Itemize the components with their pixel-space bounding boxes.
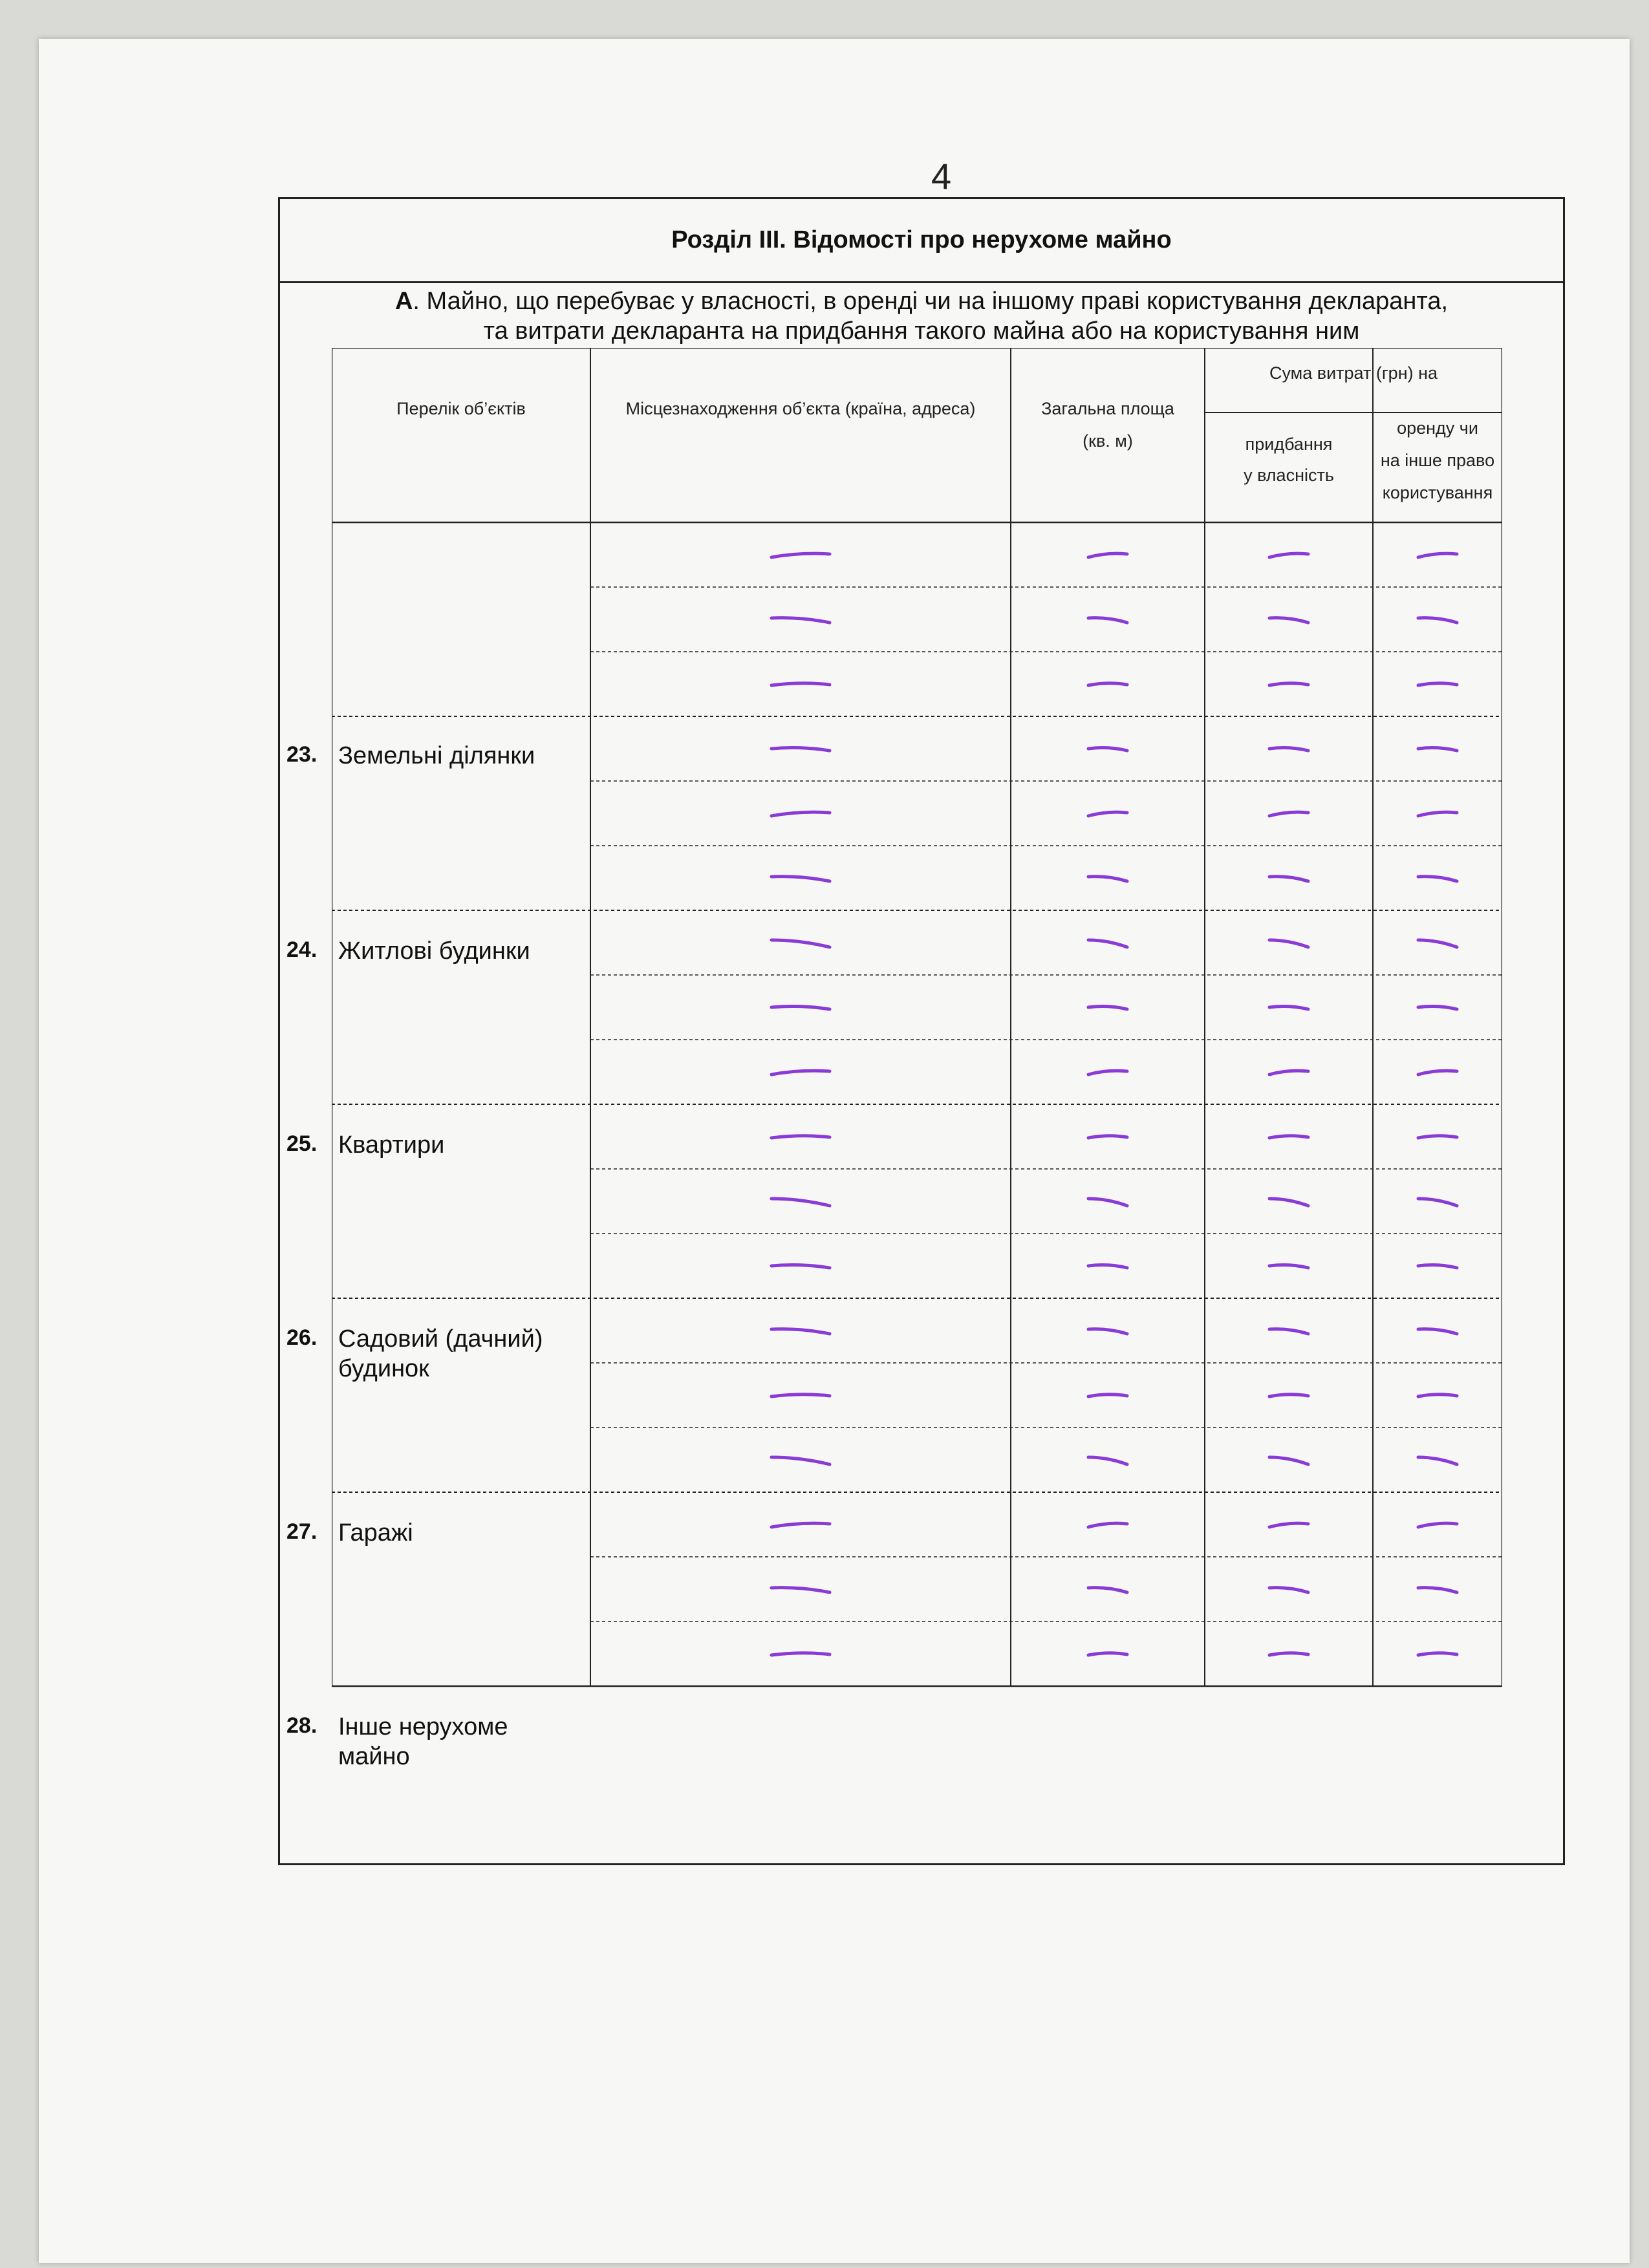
empty-entry-dash — [1088, 553, 1127, 557]
category-label-line2: будинок — [338, 1355, 429, 1382]
empty-entry-dash — [1088, 618, 1127, 623]
header-purchase-line1: придбання — [1245, 434, 1333, 454]
empty-entry-dash — [1088, 1136, 1127, 1138]
header-objects: Перелік об’єктів — [396, 399, 526, 418]
header-area-line2: (кв. м) — [1083, 431, 1133, 451]
empty-entry-dash — [771, 1329, 830, 1334]
header-location: Місцезнаходження об’єкта (країна, адреса) — [625, 399, 976, 418]
category-number: 23. — [286, 742, 318, 767]
empty-entry-dash — [1418, 683, 1457, 685]
page-number: 4 — [931, 156, 952, 197]
empty-entry-dash — [771, 812, 830, 816]
category-label: Інше нерухоме — [338, 1713, 508, 1740]
empty-entry-dash — [1088, 1329, 1127, 1334]
header-rent-line2: на інше право — [1380, 451, 1495, 470]
category-number: 26. — [286, 1325, 318, 1350]
empty-entry-dash — [1418, 1457, 1457, 1464]
empty-entry-dash — [1088, 877, 1127, 881]
empty-entry-dash — [1269, 1265, 1308, 1268]
section-title: Розділ III. Відомості про нерухоме майно — [671, 226, 1172, 253]
header-area-line1: Загальна площа — [1041, 399, 1174, 418]
empty-entry-dash — [1418, 1071, 1457, 1075]
empty-entry-dash — [771, 1136, 830, 1138]
empty-entry-dash — [771, 748, 830, 751]
empty-entry-dash — [1269, 1329, 1308, 1334]
document-page — [39, 39, 1630, 2263]
section-frame — [278, 197, 1565, 1865]
empty-entry-dash — [1088, 940, 1127, 947]
empty-entry-dash — [771, 877, 830, 881]
subsection-text-1: . Майно, що перебуває у власності, в оренді чи на іншому праві користування декларанта, — [413, 288, 1449, 315]
header-purchase-line2: у власність — [1244, 465, 1334, 485]
empty-entry-dash — [771, 618, 830, 623]
empty-entry-dash — [1088, 1457, 1127, 1464]
empty-entry-dash — [1088, 748, 1127, 751]
empty-entry-dash — [1269, 748, 1308, 751]
empty-entry-dash — [1088, 1265, 1127, 1268]
empty-entry-dash — [771, 1457, 830, 1464]
category-label-line2: майно — [338, 1743, 410, 1770]
empty-entry-dash — [1269, 1071, 1308, 1075]
empty-entry-dash — [1269, 618, 1308, 623]
section-header — [280, 199, 1563, 283]
empty-entry-dash — [1269, 1395, 1308, 1396]
category-label: Гаражі — [338, 1519, 413, 1546]
empty-entry-dash — [1088, 683, 1127, 685]
empty-entry-dash — [771, 1523, 830, 1527]
empty-entry-dash — [1418, 940, 1457, 947]
empty-entry-dash — [1418, 1329, 1457, 1334]
header-expenses: Сума витрат (грн) на — [1269, 363, 1438, 383]
empty-entry-dash — [1088, 1071, 1127, 1075]
empty-entry-dash — [1269, 1199, 1308, 1206]
subsection-line-1 — [280, 286, 1563, 316]
empty-entry-dash — [771, 553, 830, 557]
empty-entry-dash — [1418, 748, 1457, 751]
empty-entry-dash — [1418, 553, 1457, 557]
empty-entry-dash — [1088, 1007, 1127, 1009]
category-label: Квартири — [338, 1131, 445, 1159]
empty-entry-dash — [1418, 1265, 1457, 1268]
empty-entry-dash — [771, 1653, 830, 1655]
header-rent-line1: оренду чи — [1397, 418, 1478, 438]
header-rent-line3: користування — [1382, 483, 1493, 502]
empty-entry-dash — [1088, 1395, 1127, 1396]
category-number: 25. — [286, 1131, 318, 1156]
empty-entry-dash — [1269, 1007, 1308, 1009]
subsection-letter: А — [394, 288, 413, 315]
category-number: 28. — [286, 1713, 318, 1738]
empty-entry-dash — [1088, 1523, 1127, 1527]
empty-entry-dash — [771, 1395, 830, 1396]
empty-entry-dash — [1269, 877, 1308, 881]
empty-entry-dash — [1269, 553, 1308, 557]
empty-entry-dash — [1418, 1007, 1457, 1009]
empty-entry-dash — [771, 1071, 830, 1075]
empty-entry-dash — [1269, 812, 1308, 816]
table-grid — [332, 348, 1502, 1835]
empty-entry-dash — [1418, 812, 1457, 816]
empty-entry-dash — [1088, 1653, 1127, 1655]
subsection-line-2: та витрати декларанта на придбання такого майна або на користування ним — [483, 317, 1360, 345]
empty-entry-dash — [1269, 940, 1308, 947]
empty-entry-dash — [771, 1588, 830, 1592]
empty-entry-dash — [1418, 1199, 1457, 1206]
property-table — [286, 348, 1502, 1835]
category-label: Садовий (дачний) — [338, 1325, 543, 1353]
empty-entry-dash — [1418, 1653, 1457, 1655]
empty-entry-dash — [1418, 877, 1457, 881]
empty-entry-dash — [1088, 1199, 1127, 1206]
empty-entry-dash — [1418, 1395, 1457, 1396]
category-number: 27. — [286, 1519, 318, 1544]
empty-entry-dash — [1088, 812, 1127, 816]
empty-entry-dash — [1269, 1457, 1308, 1464]
empty-entry-dash — [1269, 683, 1308, 685]
subsection-heading — [280, 286, 1563, 346]
category-label: Житлові будинки — [338, 937, 530, 965]
empty-entry-dash — [1418, 1588, 1457, 1592]
empty-entry-dash — [771, 1199, 830, 1206]
empty-entry-dash — [1269, 1588, 1308, 1592]
empty-entry-dash — [771, 1265, 830, 1268]
empty-entry-dash — [771, 683, 830, 685]
empty-entry-dash — [771, 940, 830, 947]
empty-entry-dash — [1269, 1653, 1308, 1655]
empty-entry-dash — [1269, 1523, 1308, 1527]
empty-entry-dash — [1418, 1523, 1457, 1527]
empty-entry-dash — [771, 1007, 830, 1009]
category-label: Земельні ділянки — [338, 742, 535, 769]
empty-entry-dash — [1088, 1588, 1127, 1592]
empty-entry-dash — [1269, 1136, 1308, 1138]
empty-entry-dash — [1418, 618, 1457, 623]
empty-entry-dash — [1418, 1136, 1457, 1138]
category-number: 24. — [286, 937, 318, 962]
